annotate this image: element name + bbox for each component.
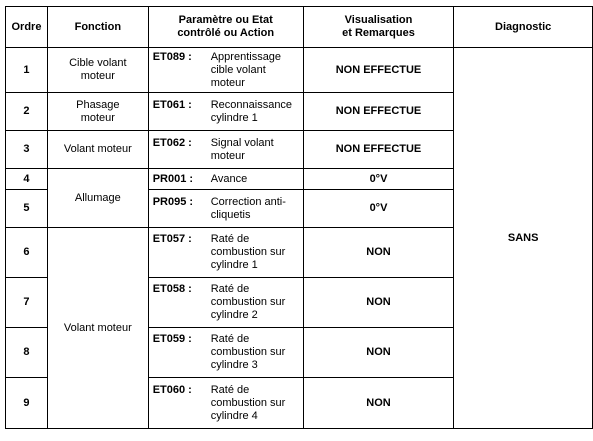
parametre-cell [148,48,303,93]
description-line: cylindre 2 [210,309,258,321]
parametre-code: ET089 : [152,50,192,63]
diagnostic-table [5,6,593,429]
description-line: cylindre 1 [210,259,258,271]
ordre-cell: 3 [6,131,48,169]
parametre-cell [148,278,303,328]
description-line: Apprentissage [210,50,282,63]
header-parametre-line2: contrôlé ou Action [177,27,275,39]
header-ordre-label: Ordre [11,20,42,33]
parametre-code: ET060 : [152,383,192,396]
fonction-line: Phasage [76,98,120,111]
description-line: moteur [210,76,245,89]
visualisation-cell: NON EFFECTUE [303,48,454,93]
header-diagnostic-label: Diagnostic [495,20,552,33]
description-line: Avance [210,172,248,185]
parametre-code: ET058 : [152,283,192,295]
header-fonction [47,7,148,48]
visualisation-cell: NON EFFECTUE [303,131,454,169]
fonction-line: moteur [80,70,115,82]
parametre-cell [148,228,303,278]
fonction-line: moteur [80,111,115,124]
fonction-cell [47,131,148,169]
header-parametre-line1: Paramètre ou Etat [178,14,273,26]
description-line: Raté de [210,333,250,345]
fonction-cell [47,169,148,228]
header-visualisation-line2: et Remarques [342,27,415,39]
ordre-cell: 9 [6,378,48,429]
description-line: cylindre 1 [210,111,258,124]
parametre-description [211,333,303,372]
ordre-cell: 5 [6,190,48,228]
description-line: combustion sur [210,396,286,409]
parametre-cell [148,131,303,169]
visualisation-cell: NON [303,328,454,378]
description-line: moteur [210,149,245,162]
parametre-description [211,137,303,163]
parametre-description [211,99,303,125]
parametre-code: ET061 : [152,98,192,111]
parametre-cell [148,93,303,131]
visualisation-cell: NON EFFECTUE [303,93,454,131]
ordre-cell: 1 [6,48,48,93]
description-line: combustion sur [210,346,286,358]
parametre-code: PR095 : [152,195,194,208]
description-line: combustion sur [210,246,286,258]
parametre-description [211,51,303,90]
description-line: Raté de [210,283,250,295]
parametre-code: ET059 : [152,333,192,345]
ordre-cell: 7 [6,278,48,328]
ordre-cell: 6 [6,228,48,278]
parametre-code: ET062 : [152,136,192,149]
description-line: cylindre 3 [210,359,258,371]
visualisation-cell: NON [303,278,454,328]
header-diagnostic [454,7,593,48]
description-line: Raté de [210,383,250,396]
parametre-cell [148,378,303,429]
parametre-code: PR001 : [152,172,194,185]
parametre-cell [148,169,303,190]
ordre-cell: 4 [6,169,48,190]
fonction-line: Allumage [74,191,121,204]
ordre-cell: 8 [6,328,48,378]
diagnostic-cell: SANS [454,48,593,429]
fonction-cell [47,93,148,131]
visualisation-cell: 0°V [303,190,454,228]
visualisation-cell: NON [303,228,454,278]
parametre-cell [148,190,303,228]
fonction-cell [47,48,148,93]
header-visualisation [303,7,454,48]
table-row [6,48,593,93]
description-line: cylindre 4 [210,409,258,422]
description-line: Raté de [210,233,250,245]
header-visualisation-line1: Visualisation [344,14,413,26]
fonction-line: Volant moteur [63,321,132,334]
parametre-code: ET057 : [152,233,192,245]
description-line: cliquetis [210,208,251,221]
description-line: Correction anti- [210,195,286,208]
fonction-cell [47,228,148,429]
parametre-description [211,196,303,222]
ordre-cell: 2 [6,93,48,131]
description-line: combustion sur [210,296,286,308]
parametre-description [211,384,303,423]
description-line: cible volant [210,63,266,76]
parametre-description [211,173,303,186]
parametre-description [211,283,303,322]
visualisation-cell: NON [303,378,454,429]
header-parametre [148,7,303,48]
header-row [6,7,593,48]
description-line: Signal volant [210,136,274,149]
parametre-description [211,233,303,272]
visualisation-cell: 0°V [303,169,454,190]
description-line: Reconnaissance [210,98,293,111]
header-fonction-label: Fonction [74,20,122,33]
fonction-line: Cible volant [69,57,127,69]
parametre-cell [148,328,303,378]
fonction-line: Volant moteur [63,143,132,155]
header-ordre [6,7,48,48]
